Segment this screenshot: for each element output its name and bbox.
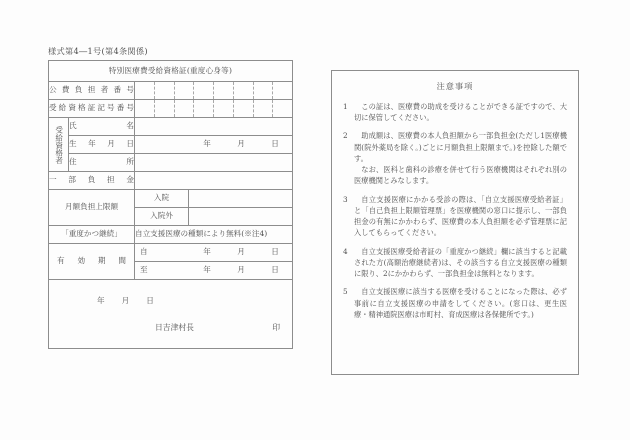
month-unit: 月 [237, 139, 245, 149]
public-payer-number-boxes[interactable] [135, 82, 292, 99]
partial-payment-label: 一部負担金 [49, 172, 135, 190]
form-code: 様式第4―1号(第4条関係) [48, 46, 148, 56]
digit-box[interactable] [254, 82, 274, 99]
note-paragraph: 自立支援医療にかかる受診の際は、「自立支援医療受給者証」と「自己負担上限額管理票」を医療機関の窓口に提示し、一部負担金の有無にかかわらず、医療費の本人負担額を必ず管理票に記入してもらってください。 [354, 194, 567, 238]
note-item [343, 101, 567, 123]
note-body [354, 194, 567, 239]
year-unit: 年 [203, 139, 211, 149]
note-item [343, 130, 567, 186]
public-payer-number-field[interactable] [135, 82, 293, 100]
notes-title: 注意事項 [436, 81, 474, 91]
certificate-title: 特別医療費受給資格証(重度心身等) [49, 61, 293, 82]
table-row [49, 172, 293, 190]
valid-period-label: 有効期間 [49, 244, 135, 280]
digit-box[interactable] [135, 100, 155, 117]
note-number: 4 [343, 246, 348, 256]
digit-box[interactable] [194, 82, 214, 99]
notes-panel [331, 70, 579, 375]
table-row [49, 154, 293, 172]
issue-date-line[interactable] [97, 297, 154, 305]
digit-box[interactable] [194, 100, 214, 117]
note-paragraph: 自立支援医療に該当する医療を受けることになった際は、必ず事前に自立支援医療の申請をしてください。(窓口は、更生医療・精神通院医療は市町村、育成医療は各保健所です。) [354, 287, 567, 319]
year-unit: 年 [203, 247, 211, 257]
cert-symbol-number-field[interactable] [135, 100, 293, 118]
inpatient-row [135, 190, 293, 208]
birth-label: 生年月日 [69, 136, 135, 154]
table-row [49, 226, 293, 244]
note-number: 1 [343, 102, 348, 111]
outpatient-row [135, 208, 293, 226]
table-row [49, 190, 293, 208]
monthly-cap-label: 月額負担上限額 [49, 190, 135, 226]
digit-box[interactable] [214, 100, 234, 117]
signature-block [49, 280, 293, 349]
table-row [49, 61, 293, 82]
month-unit: 月 [237, 265, 245, 275]
outpatient-field[interactable] [189, 208, 292, 225]
partial-payment-field[interactable] [135, 172, 293, 190]
digit-box[interactable] [214, 82, 234, 99]
inpatient-label: 入院 [135, 190, 189, 207]
digit-box[interactable] [155, 100, 175, 117]
address-field[interactable] [135, 154, 293, 172]
note-number: 3 [343, 194, 348, 204]
year-unit: 年 [97, 296, 105, 305]
to-label: 至 [140, 265, 148, 275]
from-label: 自 [140, 247, 148, 257]
valid-period-from-field[interactable] [135, 244, 293, 262]
name-field[interactable] [135, 118, 293, 136]
digit-box[interactable] [155, 82, 175, 99]
severe-continuous-value: 自立支援医療の種類により無料(※注4) [135, 226, 293, 244]
inpatient-field[interactable] [189, 190, 292, 207]
note-item [343, 286, 567, 320]
day-unit: 日 [271, 139, 279, 149]
note-item [343, 194, 567, 239]
digit-box[interactable] [273, 82, 292, 99]
seal-mark: 印 [272, 323, 281, 332]
day-unit: 日 [271, 247, 279, 257]
table-row [49, 100, 293, 118]
digit-box[interactable] [254, 100, 274, 117]
note-body [354, 130, 567, 186]
table-row [49, 244, 293, 262]
birth-field[interactable] [135, 136, 293, 154]
address-label: 住所 [69, 154, 135, 172]
digit-box[interactable] [175, 82, 195, 99]
cert-symbol-number-boxes[interactable] [135, 100, 292, 117]
digit-box[interactable] [273, 100, 292, 117]
certificate-table [48, 60, 293, 349]
note-number: 5 [343, 287, 348, 297]
birth-date-line[interactable] [135, 136, 292, 153]
note-paragraph: 自立支援医療受給者証の「重度かつ継続」欄に該当すると記載された方(高額治療継続者)は、その該当する自立支援医療の種類に限り、2にかかわらず、一部負担金は無料となります。 [354, 246, 567, 279]
note-paragraph: なお、医科と歯科の診療を併せて行う医療機関はそれぞれ別の医療機関とみなします。 [354, 165, 567, 186]
digit-box[interactable] [234, 100, 254, 117]
digit-box[interactable] [135, 82, 155, 99]
table-row [49, 82, 293, 100]
digit-box[interactable] [234, 82, 254, 99]
table-row [49, 280, 293, 349]
certificate-form [48, 46, 292, 349]
table-row [49, 136, 293, 154]
digit-box[interactable] [175, 100, 195, 117]
recipient-group-label-text: 受給資格者 [54, 125, 64, 164]
from-date-line[interactable] [135, 244, 292, 261]
note-number: 2 [343, 131, 348, 141]
to-date-line[interactable] [135, 262, 292, 279]
issuer-name: 日吉津村長 [155, 323, 194, 332]
note-body [354, 286, 567, 320]
note-body [354, 246, 567, 280]
public-payer-number-label: 公費負担者番号 [49, 82, 135, 100]
name-label: 氏名 [69, 118, 135, 136]
outpatient-label: 入院外 [135, 208, 189, 225]
day-unit: 日 [271, 265, 279, 275]
year-unit: 年 [203, 265, 211, 275]
table-row [49, 118, 293, 136]
note-paragraph: 助成額は、医療費の本人負担額から一部負担金(ただし1医療機関(院外薬局を除く。)ごとに月額負担上限額まで。)を控除した額です。 [354, 131, 567, 163]
note-paragraph: この証は、医療費の助成を受けることができる証ですので、大切に保管してください。 [354, 102, 567, 123]
month-unit: 月 [121, 296, 130, 305]
severe-continuous-label: 「重度かつ継続」 [49, 226, 135, 244]
day-unit: 日 [146, 296, 154, 305]
month-unit: 月 [237, 247, 245, 257]
valid-period-to-field[interactable] [135, 262, 293, 280]
recipient-group-label [49, 118, 69, 172]
note-body [354, 101, 567, 123]
cert-symbol-number-label: 受給資格証記号番号 [49, 100, 135, 118]
note-item [343, 246, 567, 280]
